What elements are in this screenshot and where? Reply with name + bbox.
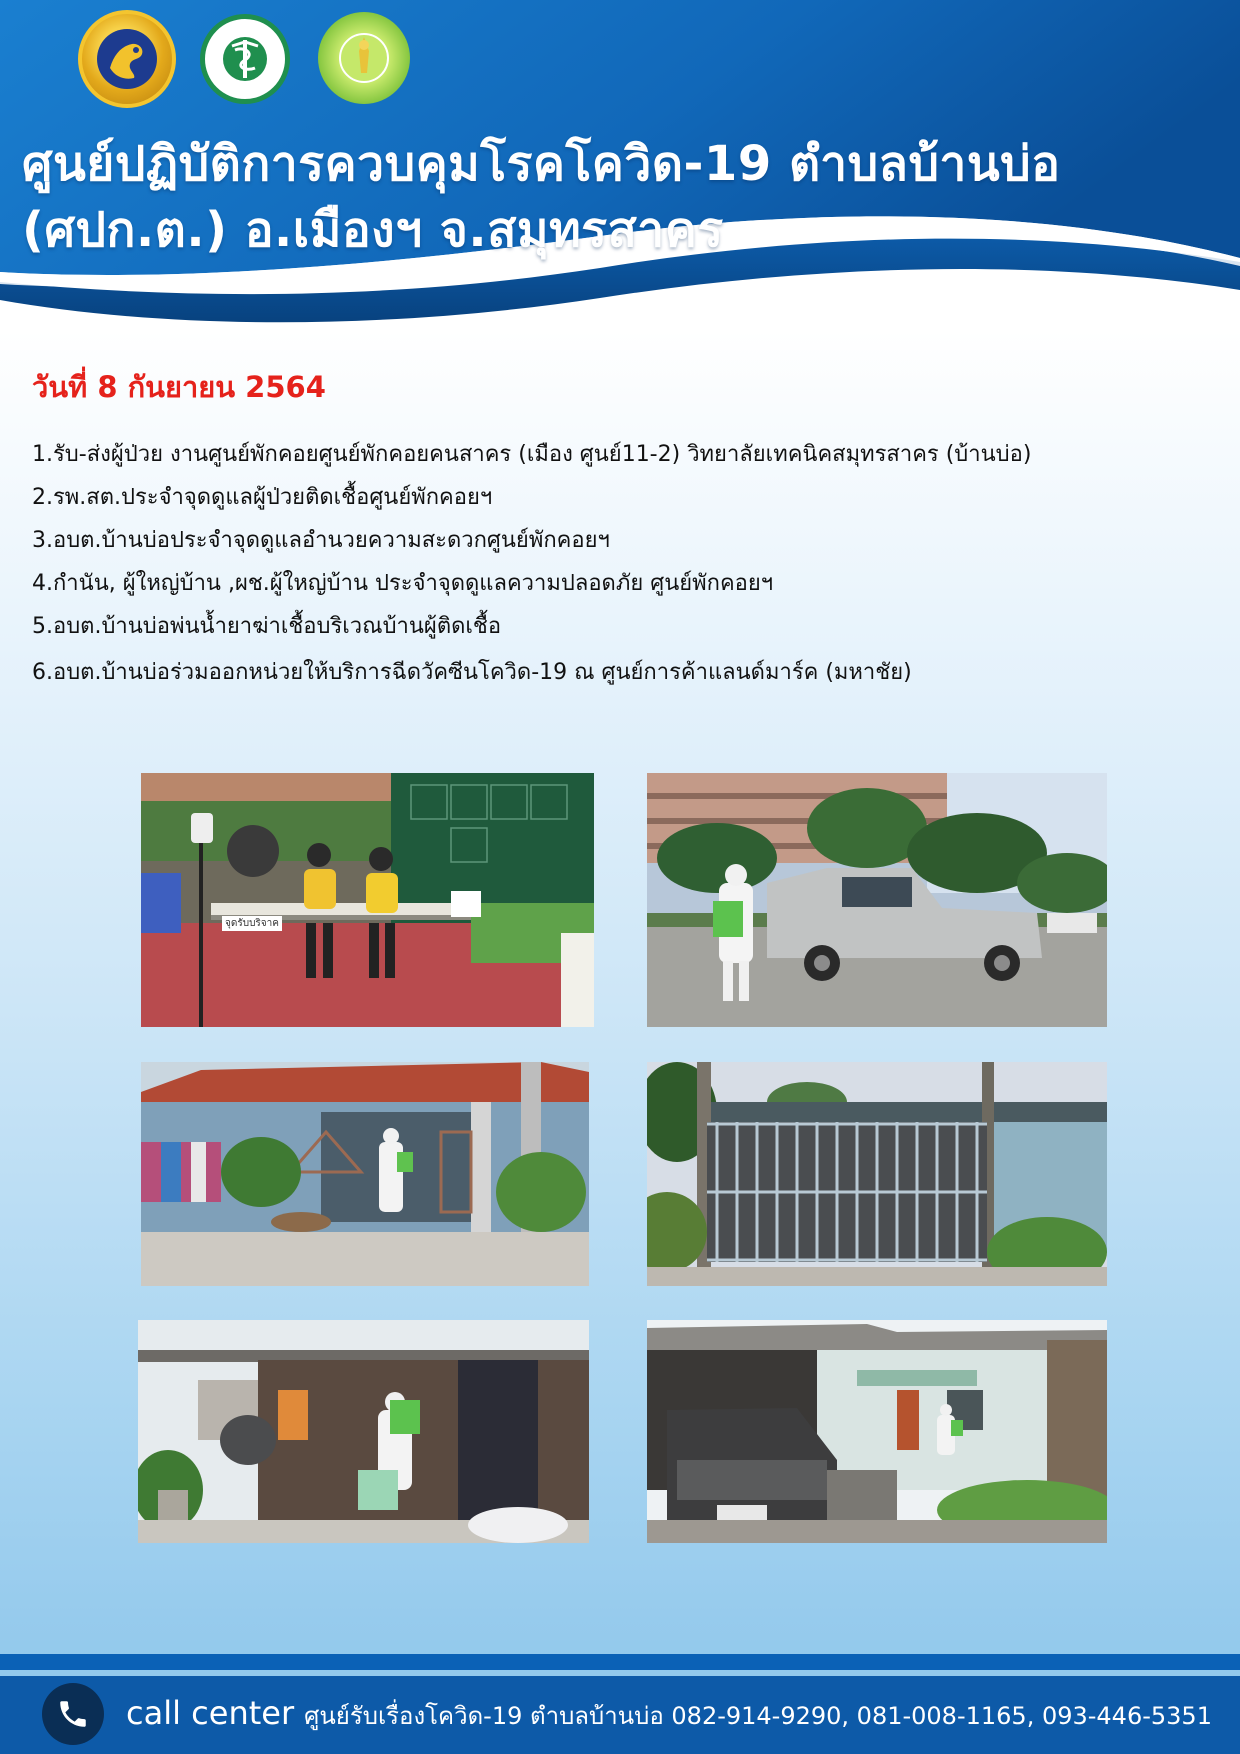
- report-date: วันที่ 8 กันยายน 2564: [32, 370, 326, 404]
- activity-item-5: 5.อบต.บ้านบ่อพ่นน้ำยาฆ่าเชื้อบริเวณบ้านผู้ติดเชื้อ: [32, 614, 502, 639]
- page-title-line-1: ศูนย์ปฏิบัติการควบคุมโรคโควิด-19 ตำบลบ้านบ่อ: [22, 136, 1061, 192]
- activity-item-2: 2.รพ.สต.ประจำจุดดูแลผู้ป่วยติดเชื้อศูนย์พักคอยฯ: [32, 485, 493, 510]
- tambon-ban-bo-logo-icon: [318, 12, 410, 104]
- call-center-numbers: ศูนย์รับเรื่องโควิด-19 ตำบลบ้านบ่อ 082-914-9290, 081-008-1165, 093-446-5351: [304, 1702, 1212, 1730]
- call-center-label: call center: [126, 1694, 295, 1732]
- activity-item-3: 3.อบต.บ้านบ่อประจำจุดดูแลอำนวยความสะดวกศูนย์พักคอยฯ: [32, 528, 610, 553]
- photo-checkpoint-desk: [141, 773, 594, 1027]
- ministry-of-public-health-logo-icon: [200, 14, 290, 104]
- phone-icon: [42, 1683, 104, 1745]
- photo-house-with-pickup: [647, 1320, 1107, 1543]
- provincial-seal-icon: [78, 10, 176, 108]
- activity-item-6: 6.อบต.บ้านบ่อร่วมออกหน่วยให้บริการฉีดวัคซีนโควิด-19 ณ ศูนย์การค้าแลนด์มาร์ค (มหาชัย): [32, 660, 912, 685]
- photo-house-gate: [647, 1062, 1107, 1286]
- photo-spraying-house-front: [141, 1062, 589, 1286]
- photo-spraying-pickup-truck: [647, 773, 1107, 1027]
- donation-point-sign: จุดรับบริจาค: [222, 916, 282, 931]
- page-title-line-2: (ศปก.ต.) อ.เมืองฯ จ.สมุทรสาคร: [22, 202, 724, 258]
- activity-item-1: 1.รับ-ส่งผู้ป่วย งานศูนย์พักคอยศูนย์พักคอยคนสาคร (เมือง ศูนย์11-2) วิทยาลัยเทคนิคสมุทรสาคร (บ้านบ่อ): [32, 442, 1032, 467]
- call-center-info: [126, 1694, 1212, 1735]
- photo-spraying-yard: [138, 1320, 589, 1543]
- footer-strip: [0, 1654, 1240, 1670]
- activity-item-4: 4.กำนัน, ผู้ใหญ่บ้าน ,ผช.ผู้ใหญ่บ้าน ประจำจุดดูแลความปลอดภัย ศูนย์พักคอยฯ: [32, 571, 774, 596]
- header-banner: [0, 0, 1240, 345]
